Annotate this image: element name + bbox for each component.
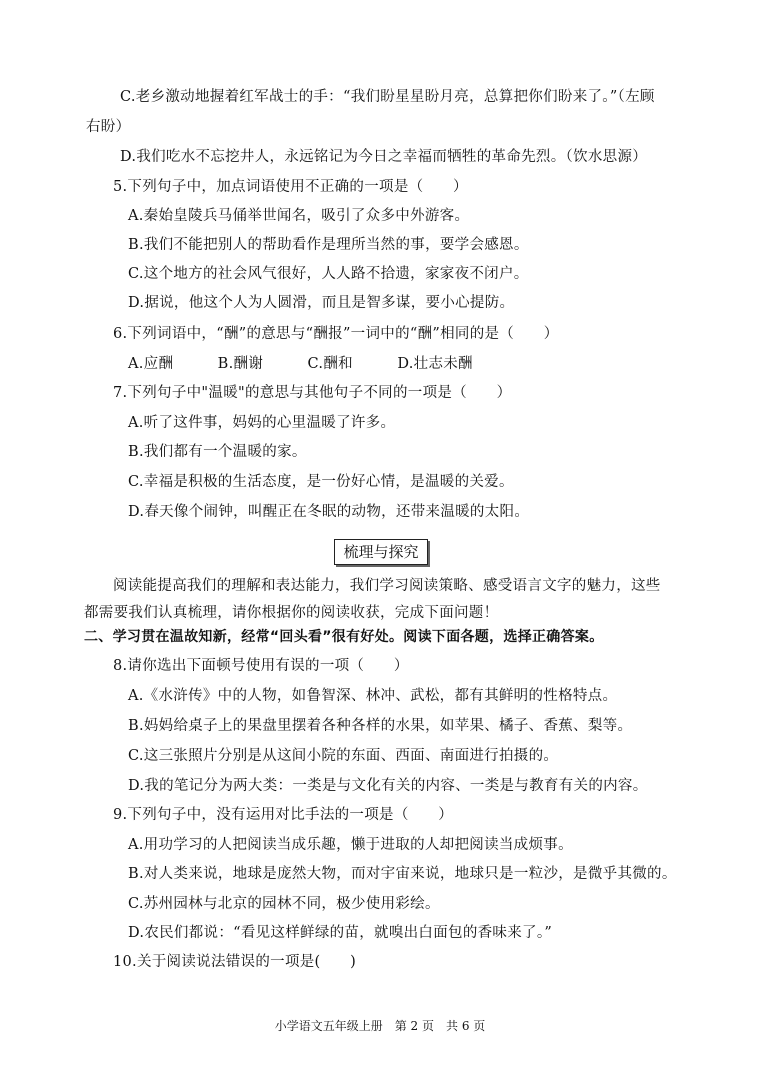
question-5-option-c: C.这个地方的社会风气很好，人人路不拾遗，家家夜不闭户。 <box>128 266 529 282</box>
intro-line-1: 阅读能提高我们的理解和表达能力，我们学习阅读策略、感受语言文字的魅力，这些 <box>113 578 661 594</box>
question-5-option-a: A.秦始皇陵兵马俑举世闻名，吸引了众多中外游客。 <box>128 208 470 224</box>
question-8: 8.请你选出下面顿号使用有误的一项（ ） <box>113 658 409 674</box>
part-two-heading: 二、学习贯在温故知新，经常“回头看”很有好处。阅读下面各题，选择正确答案。 <box>84 629 604 645</box>
question-7-option-b: B.我们都有一个温暖的家。 <box>128 444 307 460</box>
question-6-options: A.应酬 B.酬谢 C.酬和 D.壮志未酬 <box>128 356 473 372</box>
question-8-option-b: B.妈妈给桌子上的果盘里摆着各种各样的水果，如苹果、橘子、香蕉、梨等。 <box>128 718 633 734</box>
question-5-option-d: D.据说，他这个人为人圆滑，而且是智多谋，要小心提防。 <box>128 295 515 311</box>
option-d-line: D.我们吃水不忘挖井人，永远铭记为今日之幸福而牺牲的革命先烈。（饮水思源） <box>120 149 648 165</box>
question-8-option-a: A.《水浒传》中的人物，如鲁智深、林冲、武松，都有其鲜明的性格特点。 <box>128 688 618 704</box>
question-7-option-a: A.听了这件事，妈妈的心里温暖了许多。 <box>128 415 396 431</box>
question-10: 10.关于阅读说法错误的一项是( ) <box>113 954 357 970</box>
option-c-continued: 右盼） <box>86 119 131 135</box>
question-9: 9.下列句子中，没有运用对比手法的一项是（ ） <box>113 807 454 823</box>
question-6: 6.下列词语中，“酬”的意思与“酬报”一词中的“酬”相同的是（ ） <box>113 326 559 342</box>
question-8-option-d: D.我的笔记分为两大类：一类是与文化有关的内容、一类是与教育有关的内容。 <box>128 778 648 794</box>
question-5-option-b: B.我们不能把别人的帮助看作是理所当然的事，要学会感恩。 <box>128 237 529 253</box>
question-9-option-b: B.对人类来说，地球是庞然大物，而对宇宙来说，地球只是一粒沙，是微乎其微的。 <box>128 866 677 882</box>
question-7-option-c: C.幸福是积极的生活态度，是一份好心情，是温暖的关爱。 <box>128 474 514 490</box>
option-c-line: C.老乡激动地握着红军战士的手：“我们盼星星盼月亮，总算把你们盼来了。”（左顾 <box>120 89 655 105</box>
page-footer: 小学语文五年级上册 第 2 页 共 6 页 <box>274 1019 486 1033</box>
question-7-option-d: D.春天像个闹钟，叫醒正在冬眠的动物，还带来温暖的太阳。 <box>128 504 530 520</box>
question-9-option-a: A.用功学习的人把阅读当成乐趣，懒于进取的人却把阅读当成烦事。 <box>128 837 573 853</box>
question-5: 5.下列句子中，加点词语使用不正确的一项是（ ） <box>113 179 468 195</box>
section-title-box: 梳理与探究 <box>334 539 428 565</box>
question-8-option-c: C.这三张照片分别是从这间小院的东面、西面、南面进行拍摄的。 <box>128 748 559 764</box>
question-9-option-d: D.农民们都说：“看见这样鲜绿的苗，就嗅出白面包的香味来了。” <box>128 925 553 941</box>
question-9-option-c: C.苏州园林与北京的园林不同，极少使用彩绘。 <box>128 896 440 912</box>
intro-line-2: 都需要我们认真梳理，请你根据你的阅读收获，完成下面问题！ <box>84 605 499 621</box>
question-7: 7.下列句子中"温暖"的意思与其他句子不同的一项是（ ） <box>113 385 512 401</box>
